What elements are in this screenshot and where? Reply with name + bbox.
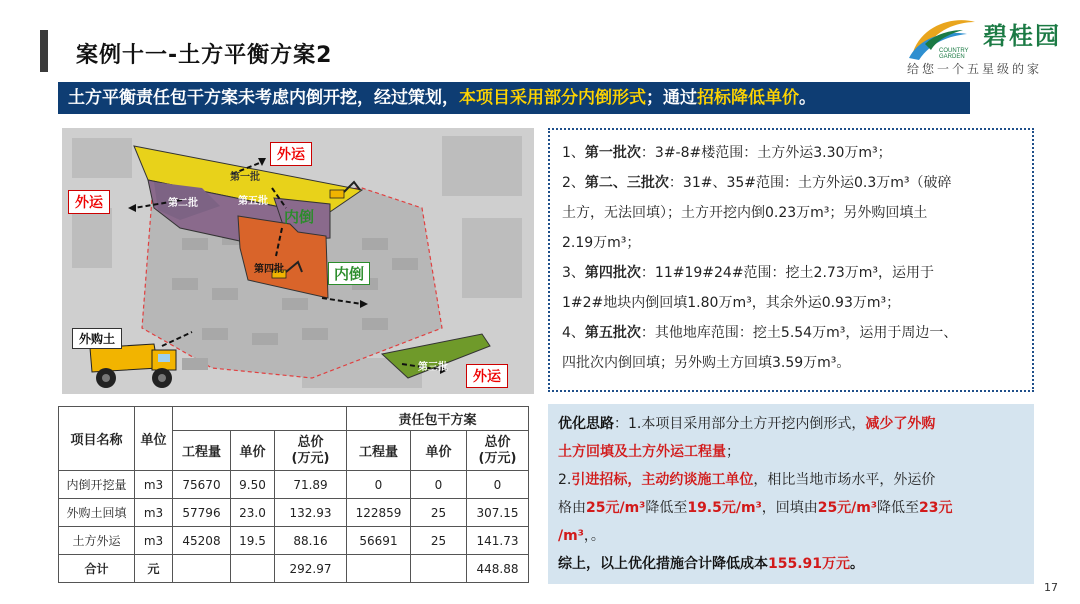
header-total-1: 总价 (万元)	[275, 431, 347, 471]
header-price-1: 单价	[231, 431, 275, 471]
batch3-label: 第三批	[418, 362, 448, 373]
batch-details-box	[548, 128, 1034, 392]
header-quantity-2: 工程量	[347, 431, 411, 471]
info-line-7: 4、第五批次：其他地库范围：挖土5.54万m³，运用于周边一、	[562, 325, 958, 341]
header-unit: 单位	[135, 407, 173, 471]
company-logo	[905, 10, 1070, 80]
transport-out-label-3: 外运	[466, 364, 508, 388]
inner-transfer-label-2: 内倒	[328, 262, 370, 285]
summary-banner: 土方平衡责任包干方案未考虑内倒开挖，经过策划，本项目采用部分内倒形式；通过招标降低单价。	[58, 82, 970, 114]
info-line-3: 土方，无法回填）；土方开挖内倒0.23万m³；另外购回填土	[562, 205, 928, 221]
header-original-blank	[173, 407, 347, 431]
opt-line-2: 土方回填及土方外运工程量；	[558, 444, 740, 460]
title-accent-bar	[40, 30, 48, 72]
header-quantity-1: 工程量	[173, 431, 231, 471]
header-contract-plan: 责任包干方案	[347, 407, 529, 431]
info-line-2: 2、第二、三批次：31#、35#范围：土方外运0.3万m³（破碎	[562, 175, 952, 191]
info-line-4: 2.19万m³；	[562, 235, 641, 251]
table-row: 土方外运 m3 45208 19.5 88.16 56691 25 141.73	[59, 527, 529, 555]
table-total-row: 合计 元 292.97 448.88	[59, 555, 529, 583]
opt-line-1: 优化思路：1.本项目采用部分土方开挖内倒形式，减少了外购	[558, 416, 936, 432]
page-number: 17	[1044, 581, 1058, 594]
header-item-name: 项目名称	[59, 407, 135, 471]
site-plan-drawing	[62, 128, 534, 394]
logo-tagline: 给您一个五星级的家	[907, 62, 1043, 76]
site-plan-map	[62, 128, 534, 394]
opt-line-6: 综上，以上优化措施合计降低成本155.91万元。	[558, 556, 865, 572]
purchased-soil-label: 外购土	[72, 328, 122, 349]
inner-transfer-label-1: 内倒	[284, 208, 315, 226]
cost-comparison-table	[58, 406, 529, 583]
logo-english: COUNTRY GARDEN	[939, 48, 969, 60]
batch2-label: 第二批	[168, 198, 198, 209]
transport-out-label-1: 外运	[270, 142, 312, 166]
header-total-2: 总价 (万元)	[467, 431, 529, 471]
logo-name: 碧桂园	[983, 22, 1061, 50]
batch1-label: 第一批	[230, 172, 260, 183]
info-line-6: 1#2#地块内倒回填1.80万m³，其余外运0.93万m³；	[562, 295, 901, 311]
opt-line-4: 格由25元/m³降低至19.5元/m³，回填由25元/m³降低至23元	[558, 500, 953, 516]
info-line-5: 3、第四批次：11#19#24#范围：挖土2.73万m³，运用于	[562, 265, 934, 281]
info-line-1: 1、第一批次：3#-8#楼范围：土方外运3.30万m³；	[562, 145, 892, 161]
table-row: 外购土回填 m3 57796 23.0 132.93 122859 25 307.15	[59, 499, 529, 527]
table-row: 内倒开挖量 m3 75670 9.50 71.89 0 0 0	[59, 471, 529, 499]
opt-line-5: /m³，。	[558, 528, 605, 544]
header-price-2: 单价	[411, 431, 467, 471]
batch4-label: 第四批	[254, 264, 284, 275]
info-line-8: 四批次内倒回填；另外购土方回填3.59万m³。	[562, 355, 851, 371]
page-title: 案例十一-土方平衡方案2	[76, 43, 333, 68]
batch5-label: 第五批	[238, 196, 268, 207]
optimization-box	[548, 404, 1034, 584]
opt-line-3: 2.引进招标，主动约谈施工单位，相比当地市场水平，外运价	[558, 472, 936, 488]
transport-out-label-2: 外运	[68, 190, 110, 214]
